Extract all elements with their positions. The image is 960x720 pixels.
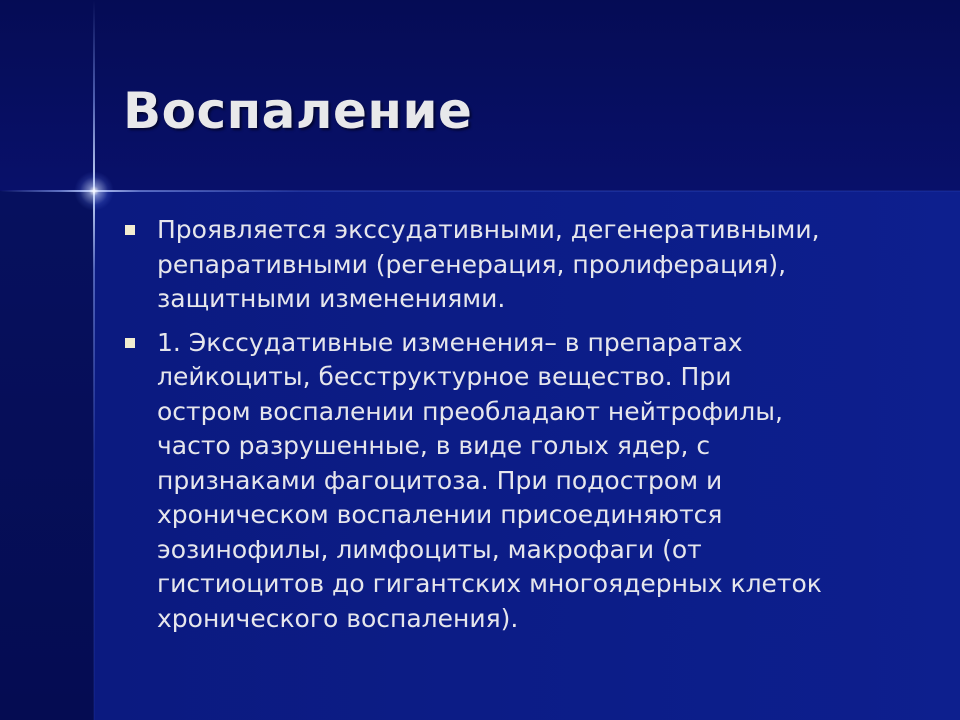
light-flare-icon: [74, 171, 114, 211]
square-bullet-icon: [125, 225, 135, 235]
horizontal-divider-line: [0, 190, 960, 192]
bullet-line: репаративными (регенерация, пролиферация),: [157, 249, 787, 279]
bullet-line: хроническом воспалении присоединяются: [157, 500, 723, 529]
bullet-line: Проявляется экссудативными, дегенеративными,: [157, 215, 820, 244]
bullet-list: [122, 213, 922, 645]
bullet-line: остром воспалении преобладают нейтрофилы,: [157, 396, 783, 426]
vertical-divider-line: [93, 0, 95, 720]
slide-title: Воспаление: [123, 82, 473, 140]
bullet-line: хронического воспаления).: [157, 603, 519, 633]
bullet-line: часто разрушенные, в виде голых ядер, с: [157, 431, 711, 460]
bullet-line: признаками фагоцитоза. При подостром и: [157, 465, 723, 495]
bullet-line: 1. Экссудативные изменения– в препаратах: [157, 327, 743, 357]
bullet-item-1: [122, 213, 922, 317]
bullet-line: гистиоцитов до гигантских многоядерных клеток: [157, 569, 822, 598]
bullet-line: защитными изменениями.: [157, 284, 506, 313]
square-bullet-icon: [125, 338, 135, 348]
left-band: [0, 191, 94, 720]
bullet-item-2: [122, 326, 922, 637]
bullet-line: лейкоциты, бесструктурное вещество. При: [157, 362, 732, 391]
bullet-line: эозинофилы, лимфоциты, макрофаги (от: [157, 534, 702, 564]
